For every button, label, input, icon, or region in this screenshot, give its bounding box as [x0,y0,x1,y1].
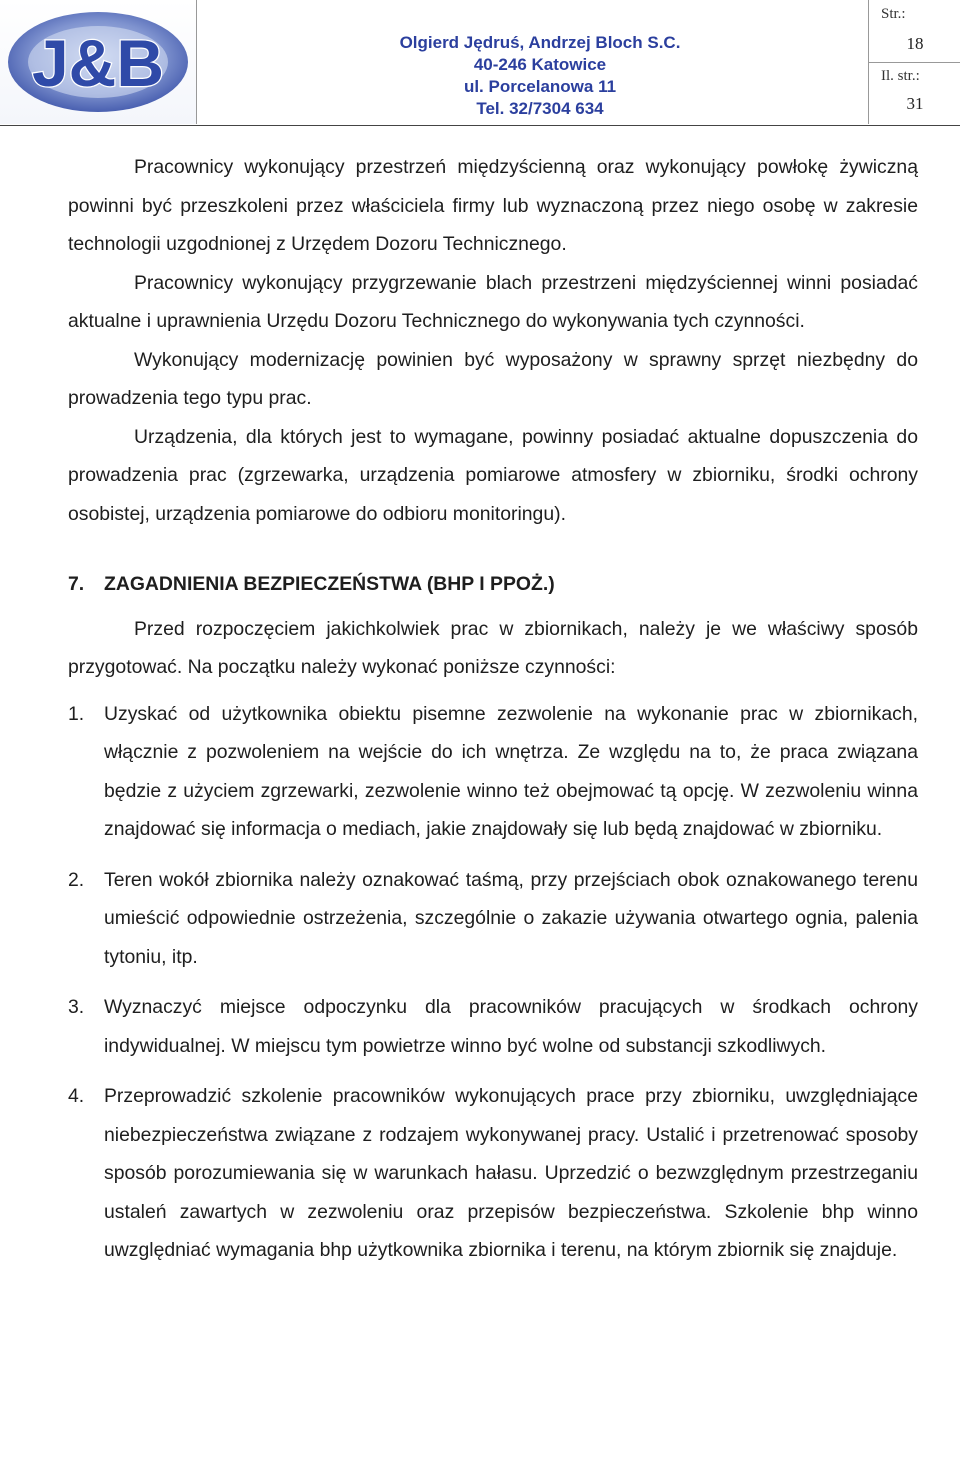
list-item [68,695,918,849]
total-pages: 31 [906,94,924,113]
list-item-text: Teren wokół zbiornika należy oznakować taśmą, przy przejściach obok oznakowanego terenu umieścić odpowiednie ostrzeżenia, szczególnie o zakazie używania otwartego ognia, palenia tytoniu, itp. [104,868,918,968]
company-phone: Tel. 32/7304 634 [476,99,604,118]
list-item-text: Uzyskać od użytkownika obiektu pisemne zezwolenie na wykonanie prac w zbiornikach, włącznie z pozwoleniem na wejście do ich wnętrza. Ze względu na to, że praca związana będzie z użyciem zgrzewarki, zezwolenie winno też obejmować tą opcję. W zezwoleniu winna znajdować się informacja o mediach, jakie znajdowały się lub będą znajdować w zbiorniku. [104,702,918,840]
company-name: Olgierd Jędruś, Andrzej Bloch S.C. [399,33,681,52]
company-logo-icon [4,8,192,116]
page-label: Str.: [881,6,906,22]
section-intro: Przed rozpoczęciem jakichkolwiek prac w zbiornikach, należy je we właściwy sposób przygotować. Na początku należy wykonać poniższe czynności: [68,617,918,678]
company-info [300,32,780,120]
paragraph-welding-qualifications: Pracownicy wykonujący przygrzewanie blach przestrzeni międzyściennej winni posiadać aktualne i uprawnienia Urzędu Dozoru Technicznego do wykonywania tych czynności. [68,271,918,332]
section-title: ZAGADNIENIA BEZPIECZEŃSTWA (BHP I PPOŻ.) [104,573,555,595]
company-street: ul. Porcelanowa 11 [463,77,617,96]
section-number: 7. [68,573,85,595]
list-item-number: 3. [68,996,85,1018]
paragraph-device-approvals: Urządzenia, dla których jest to wymagane, powinny posiadać aktualne dopuszczenia do prowadzenia prac (zgrzewarka, urządzenia pomiarowe atmosfery w zbiorniku, środki ochrony osobistej, urządzenia pomiarowe do odbioru monitoringu). [68,425,918,525]
list-item [68,1077,918,1270]
document-body [68,148,918,1282]
list-item-number: 2. [68,868,85,891]
page-number-box [868,0,960,124]
svg-text:J&B: J&B [31,26,165,100]
list-item [68,861,918,977]
list-item-number: 4. [68,1085,85,1107]
list-item-text: Przeprowadzić szkolenie pracowników wykonujących prace przy zbiorniku, uwzględniające niebezpieczeństwa związane z rodzajem wykonywanej pracy. Ustalić i przetrenować sposoby sposób porozumiewania się w warunkach hałasu. Uprzedzić o bezwzględnym przestrzeganiu ustaleń zawartych w zezwoleniu oraz przepisów bezpieczeństwa. Szkolenie bhp winno uwzględniać wymagania bhp użytkownika zbiornika i terenu, na którym zbiornik się znajduje. [104,1085,918,1261]
section-heading [68,565,918,604]
logo-cell [0,0,197,124]
page-box-divider [869,62,960,63]
company-postal-city: 40-246 Katowice [473,55,607,74]
paragraph-equipment: Wykonujący modernizację powinien być wyposażony w sprawny sprzęt niezbędny do prowadzenia tego typu prac. [68,348,918,409]
safety-steps-list [68,695,918,1270]
list-item-text: Wyznaczyć miejsce odpoczynku dla pracowników pracujących w środkach ochrony indywidualnej. W miejscu tym powietrze winno być wolne od substancji szkodliwych. [104,996,918,1057]
page-number: 18 [906,34,924,53]
total-pages-label: Il. str.: [881,68,920,84]
paragraph-training: Pracownicy wykonujący przestrzeń międzyścienną oraz wykonujący powłokę żywiczną powinni być przeszkoleni przez właściciela firmy lub wyznaczoną przez niego osobę w zakresie technologii uzgodnionej z Urzędem Dozoru Technicznego. [68,156,918,255]
list-item-number: 1. [68,702,85,725]
page-header [0,0,960,126]
list-item [68,988,918,1065]
